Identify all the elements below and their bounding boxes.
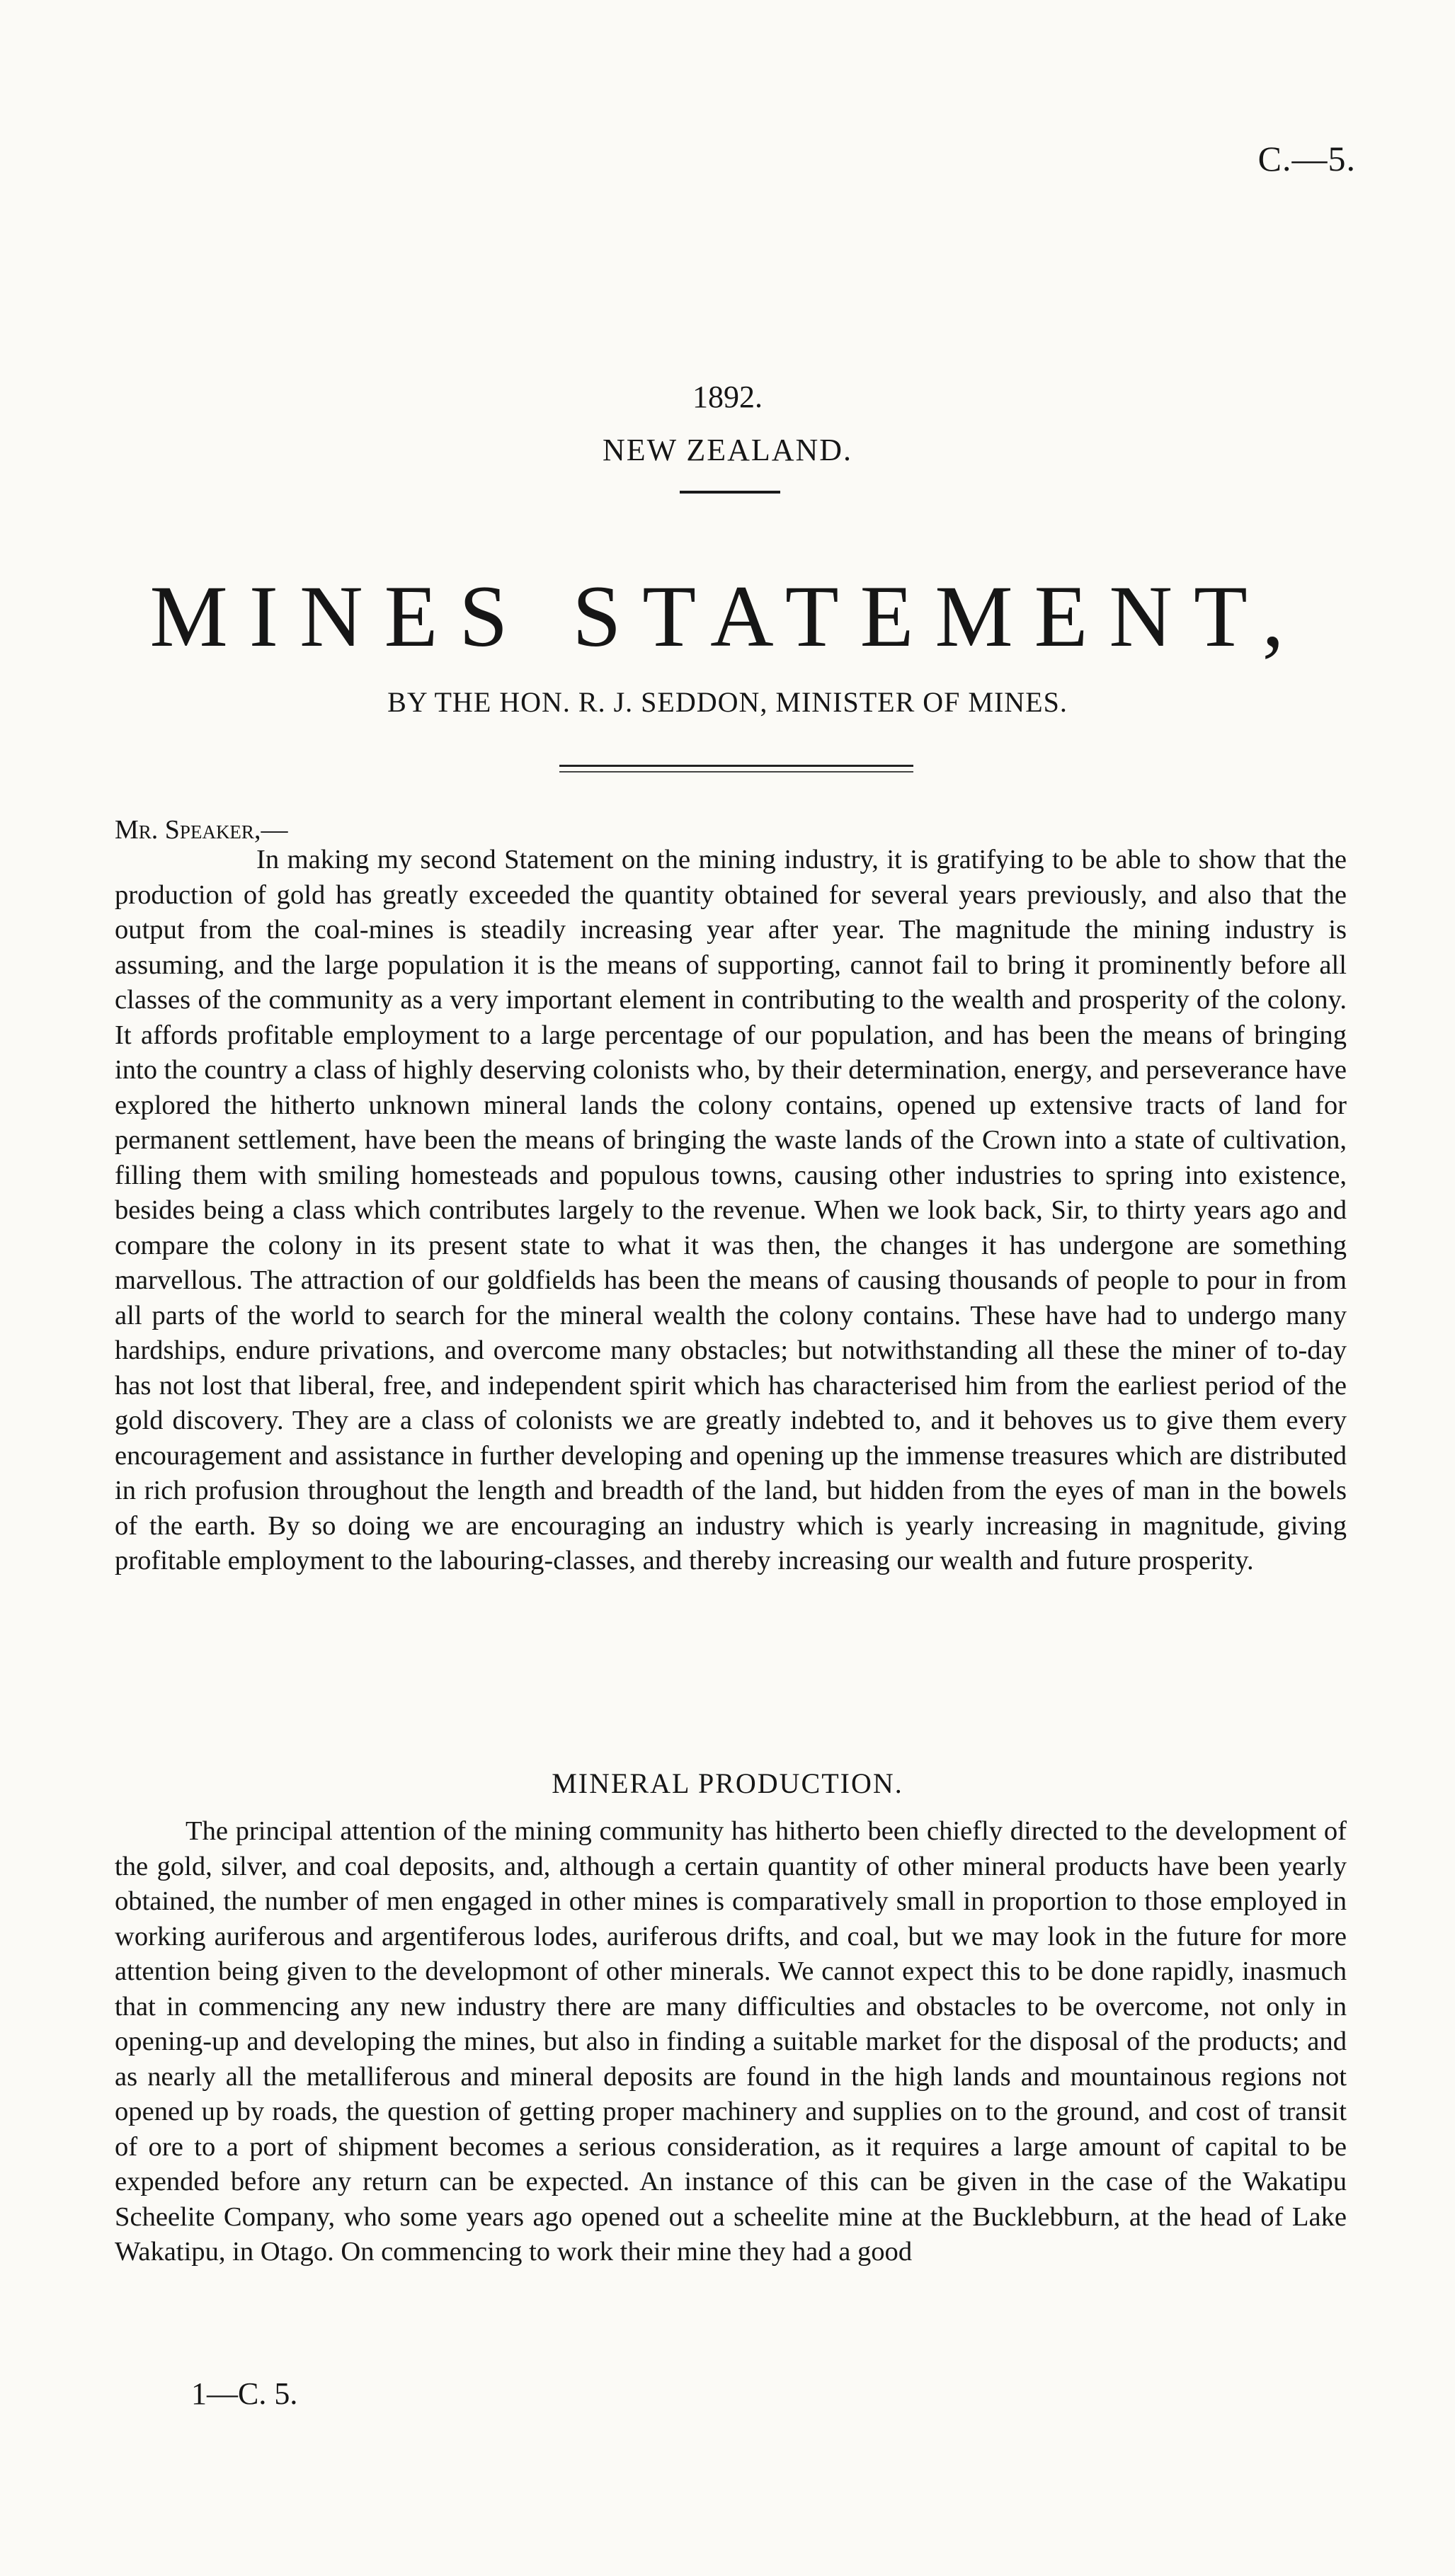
double-divider-top <box>559 765 913 767</box>
paragraph-mineral-production: The principal attention of the mining community has hitherto been chiefly directed to the development of the gold, silver, and coal deposits, and, although a certain quantity of other mineral products have been yearly obtained, the number of men engaged in other mines is comparatively small in proportion to those employed in working auriferous and argentiferous lodes, auriferous drifts, and coal, but we may look in the future for more attention being given to the developmont of other minerals. We cannot expect this to be done rapidly, inasmuch that in commencing any new industry there are many difficulties and obstacles to be overcome, not only in opening-up and developing the mines, but also in finding a suitable market for the disposal of the products; and as nearly all the metalliferous and mineral deposits are found in the high lands and mountainous regions not opened up by roads, the question of getting proper machinery and supplies on to the ground, and cost of transit of ore to a port of shipment becomes a serious consideration, as it requires a large amount of capital to be expended before any return can be expected. An instance of this can be given in the case of the Wakatipu Scheelite Company, who some years ago opened out a scheelite mine at the Bucklebburn, at the head of Lake Wakatipu, in Otago. On commencing to work their mine they had a good <box>115 1816 1347 2267</box>
salutation: Mr. Speaker,— <box>115 815 288 845</box>
section-heading-mineral-production: MINERAL PRODUCTION. <box>552 1767 903 1799</box>
signature-mark: 1—C. 5. <box>191 2376 298 2411</box>
double-divider-bottom <box>559 771 913 773</box>
byline: BY THE HON. R. J. SEDDON, MINISTER OF MINES. <box>387 686 1068 718</box>
document-title: MINES STATEMENT, <box>149 568 1306 665</box>
paragraph-intro: In making my second Statement on the mining industry, it is gratifying to be able to show that the production of gold has greatly exceeded the quantity obtained for several years previously, and also that the output from the coal-mines is steadily increasing year after year. The magnitude the mining industry is assuming, and the large population it is the means of supporting, cannot fail to bring it prominently before all classes of the community as a very important element in contributing to the wealth and prosperity of the colony. It affords profitable employment to a large percentage of our population, and has been the means of bringing into the country a class of highly deserving colonists who, by their determination, energy, and perseverance have explored the hitherto unknown mineral lands the colony contains, opened up extensive tracts of land for permanent settlement, have been the means of bringing the waste lands of the Crown into a state of cultivation, filling them with smiling homesteads and populous towns, causing other industries to spring into existence, besides being a class which contributes largely to the revenue. When we look back, Sir, to thirty years ago and compare the colony in its present state to what it was then, the changes it has undergone are something marvellous. The attraction of our goldfields has been the means of causing thousands of people to pour in from all parts of the world to search for the mineral wealth the colony contains. These have had to undergo many hardships, endure privations, and overcome many obstacles; but notwithstanding all these the miner of to-day has not lost that liberal, free, and independent spirit which has characterised him from the earliest period of the gold discovery. They are a class of colonists we are greatly indebted to, and it behoves us to give them every encouragement and assistance in further developing and opening up the immense treasures which are distributed in rich profusion throughout the length and breadth of the land, but hidden from the eyes of man in the bowels of the earth. By so doing we are encouraging an industry which is yearly increasing in magnitude, giving profitable employment to the labouring-classes, and thereby increasing our wealth and future prosperity. <box>115 845 1347 1575</box>
country-name: NEW ZEALAND. <box>602 433 853 467</box>
short-divider <box>680 491 780 494</box>
document-year: 1892. <box>692 380 763 414</box>
page-reference: C.—5. <box>1257 139 1356 178</box>
